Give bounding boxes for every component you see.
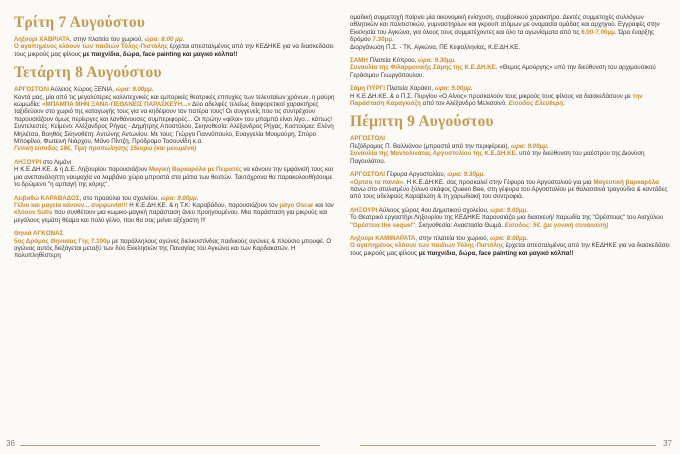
event-argostoli-bridge: ΑΡΓΟΣΤΟΛΙ Γέφυρα Αργοστολίου, ώρα: 9.30μμ. «Ορτσα τα πανιά». Η Κ.Ε.ΔΗ.ΚΕ. σας προσκαλεί στην Γέφυρα του Αργοστολιού για μια Μαγευτική βαρκαρόλα πάνω στο στολισμένο ξύλινο σκάφος Queen Bee, στη γέφυρα του Αργοστολίου με θαλασσινά τραγούδια & καντάδες από τους αδελφούς Καραβιώτη & τη χορωδιακή του συντροφιά. — [350, 171, 668, 201]
event-argostoli-mandolinata: ΑΡΓΟΣΤΟΛΙ Πεζόδρομος Π. Βαλλιάνου (μπροστά από την περιφέρεια), ώρα: 9.00μμ. Συναυλία της Μαντολινάτας Αργοστολίου της Κ.Ε.ΔΗ.ΚΕ. υπό την διεύθυνση του μαέστρου της Διονύση Παγουλάτου. — [350, 135, 645, 165]
event-agkonas-continued: ομαδική συμμετοχή παίρνει μία οικονομική ενίσχυση, συμβολικού χαρακτήρα. Δεκτές συμμετοχές συλλόγων αθλητικών και πολιτιστικών, γυμναστηρίων και γκρουπ ατόμων με ονομασία ομάδας και αρχηγού. Εγγραφές στην Εκκλησία του Αγκώνα, για όλους τους συμμετέχοντες και όλο τα αγωνίσματα από τις 6.00-7.00μμ. Ώρα έναρξης δρόμου 7.30μμ. Διοργάνωση Π.Σ. - ΤΚ. Αγκώνα, ΠΕ Κεφαλληνίας, Κ.Ε.ΔΗ.ΚΕ. — [350, 14, 660, 51]
event-time: ώρα: 8:00 μμ. — [144, 36, 185, 43]
ticket-info: Γενική είσοδος 18€, Τιμή προπώλησης 15ευρώ (και μειωμένα) — [14, 145, 197, 153]
event-place: ΛΗΞΟΥΡΙ — [350, 206, 378, 214]
event-time: ώρα: 9.30μμ. — [418, 57, 456, 65]
event-pyrgi: Σάμη ΠΥΡΓΙ Πλατεία Χαράκτι, ώρα: 9.00μμ. Η Κ.Ε.ΔΗ.ΚΕ. & ο Π.Σ. Πυργίου «Ο Αίνος» προσκαλούν τους μικρούς τους φίλους να διασκεδάσουν με την Παράσταση Καραγκιόζη από τον Αλέξανδρο Μελισσινό. Είσοδος Ελεύθερη. — [350, 85, 643, 108]
event-time: ώρα: 9.30μμ. — [447, 171, 485, 179]
left-column — [14, 14, 336, 266]
heading-wednesday: Τετάρτη 8 Αυγούστου — [14, 64, 162, 82]
event-place: Θηνιά ΑΓΚΩΝΑΣ — [14, 230, 64, 238]
event-title: 5ος Δρόμος Θηνιαίας Γης 7.100μ — [14, 237, 111, 245]
event-place: ΣΑΜΗ — [350, 57, 368, 65]
event-place: ΑΡΓΟΣΤΟΛΙ — [350, 171, 386, 179]
play-title: «ΜΠΑΜΠΑ ΜΗΝ ΞΑΝΑ-ΠΕΘΑΝΕΙΣ ΠΑΡΑΣΚΕΥΗ...» — [42, 101, 191, 109]
heading-tuesday: Τρίτη 7 Αυγούστου — [14, 14, 146, 31]
event-title: Μαγική Βαρκαρόλα με Πειρατές — [148, 166, 242, 174]
event-argostoli-xenia: ΑΡΓΟΣΤΟΛΙ Αύλειος Χώρος ΞΕΝΙΑ, ώρα: 9.00μμ. Κοντά μας, μία από τις μεγαλύτερες καλλιτεχνικές και εμπορικές θεατρικές επιτυχίες των τελευταίων χρόνων, η μαύρη κωμωδία: «ΜΠΑΜΠΑ ΜΗΝ ΞΑΝΑ-ΠΕΘΑΝΕΙΣ ΠΑΡΑΣΚΕΥΗ...» Δύο αδελφές τελείως διαφορετικοί χαρακτήρες ταξιδεύουν στο χωριό της καταγωγής τους για να κηδέψουν τον πατέρα τους! Οι συγγενείς που τις συντρέχουν παρουσιάζουν όμως περίεργες και λανθάνουσες συμπεριφορές... Οι πρώην «φίλοι» του μπαμπά είναι λίγο... κάπως! Συντελεστές: Κείμενο: Αλέξανδρος Ρήγας - Δημήτρης Αποστόλου, Σκηνοθεσία: Αλέξανδρος Ρήγας, Κοστούμια: Ελένη Μηλέτσα, Βοηθός Σκηνοθέτη: Αντώνης Αντωνίου. Με τους: Γιώργο Γιαννόπουλο, Ευαγγελία Μουμούρη, Σπύρο Μποφίλιο, Φωτεινή Νιάρχου, Μάνο Πίντζη, Πρόδρομο Τοσουνίδη κ.α. Γενική είσοδος 18€, Τιμή προπώλησης 15ευρώ (και μειωμένα) — [14, 86, 335, 153]
event-title: Γέλιο και μαγεία κάνουν... συμφωνία!!! — [14, 201, 128, 209]
event-time: ώρα: 9.00μμ. — [434, 85, 473, 93]
page-number-right: 37 — [663, 439, 672, 448]
page-number-left: 36 — [6, 439, 15, 448]
event-lixouri-oresteia: ΛΗΞΟΥΡΙ Αύλειος χώρος 4ου Δημοτικού σχολείου, ώρα: 9.00μμ. Το Θεατρικό εργαστήρι Ληξουρίου της ΚΕΔΗΚΕ παρουσιάζει μια διασκευή/ παρωδία της "Ορέστειας" του Αισχύλου "Ορέστεια the sequel". Σκηνοθεσία: Αναστασία Θωμά. Είσοδος: 5€. (με γονική συναινέση) — [350, 206, 664, 229]
right-page — [340, 0, 680, 454]
event-sami: ΣΑΜΗ Πλατεία Κύπρου, ώρα: 9.30μμ. Συναυλία της Φιλαρμονικής Σάμης της Κ.Ε.ΔΗ.ΚΕ. «Θεμος Αμούργης» υπό την διεύθυνση του αρχιμουσικού Γεράσιμου Γεωργόπουλου. — [350, 57, 656, 79]
event-place: Ληξούρι ΧΑΒΡΙΑΤΑ — [14, 36, 70, 43]
footer-rule — [20, 445, 320, 446]
event-place: ΑΡΓΟΣΤΟΛΙ — [14, 86, 50, 94]
event-title: Ο αγαπημένος κλόουν των παιδιών Τόλης-Πιστόλης — [14, 43, 168, 51]
heading-thursday: Πέμπτη 9 Αυγούστου — [350, 113, 494, 131]
event-place: ΛΗΞΟΥΡΙ — [14, 158, 42, 166]
right-column — [350, 14, 672, 263]
event-title: Συναυλία της Μαντολινάτας Αργοστολίου της Κ.Ε.ΔΗ.ΚΕ. — [350, 150, 518, 158]
event-place: Λειβαθώ ΚΑΡΑΒΑΔΟΣ — [14, 194, 80, 202]
event-title: Μαγευτική βαρκαρόλα — [593, 178, 659, 186]
footer-rule — [360, 445, 656, 446]
event-agkonas: Θηνιά ΑΓΚΩΝΑΣ 5ος Δρόμος Θηνιαίας Γης 7.100μ με παράλληλους αγώνες διελκυστίνδας παιδικούς αγώνες & πλούσιο μπουφέ. Ο αγώνας αυτός διεξάγεται μεταξύ των δύο Εκκλησιών της Παναγίας του Αγκώνα και των Καρδακατών. Η πολυπληθέστερη — [14, 230, 332, 260]
event-lixouri-port: ΛΗΞΟΥΡΙ στο Λιμάνι Η Κ.Ε.ΔΗ.ΚΕ. & η Δ.Ε. Ληξουρίου παρουσιάζουν Μαγική Βαρκαρόλα με Πειρατές να κάνουν την εμφάνισή τους και μια ανεπανάληπτη ναυμαχία να λαμβάνει χώρα μπροστά στα μάτια των θεατών. Ταυτόχρονα θα παρακολουθήσουμε το δρώμενο "η αρπαγή της κόρης". — [14, 158, 333, 189]
event-place: Σάμη ΠΥΡΓΙ — [350, 85, 385, 93]
event-place: Ληξούρι ΚΑΜΙΝΑΡΑΤΑ — [350, 234, 416, 242]
event-kaminarata: Ληξούρι ΚΑΜΙΝΑΡΑΤΑ, στην πλατεία του χωριού, ώρα: 8:00μμ. Ο αγαπημένος κλόουν των παιδιών Τόλης-Πιστόλης έρχεται απεσταλμένος από την ΚΕΔΗΚΕ για να διασκεδάσει τους μικρούς μας φίλους με παιχνίδια, δώρα, face painting και μαγικό κόλπα!! — [350, 234, 670, 257]
event-title: Ο αγαπημένος κλόουν των παιδιών Τόλης-Πιστόλης — [350, 242, 504, 250]
event-time: ώρα: 9.00μμ. — [510, 142, 549, 150]
event-title: "Ορέστεια the sequel" — [350, 221, 416, 229]
event-place: ΑΡΓΟΣΤΟΛΙ — [350, 135, 386, 143]
event-time: ώρα: 9.00μμ. — [160, 194, 199, 202]
event-title: Συναυλία της Φιλαρμονικής Σάμης της Κ.Ε.ΔΗ.ΚΕ. — [350, 64, 498, 72]
event-karavados: Λειβαθώ ΚΑΡΑΒΑΔΟΣ, στο προαύλιο του σχολείου, ώρα: 9.00μμ. Γέλιο και μαγεία κάνουν... συμφωνία!!! Η Κ.Ε.ΔΗ.ΚΕ. & η Τ.Κ. Καραβάδου, παρουσιάζουν τον μάγο Oscar και τον κλόουν Sutis που συνθέτουν μια κωμικο-μαγική παράσταση άνευ προηγουμένου. Μια παράσταση για μικρούς και μεγάλους γεμάτη θέαμα και πολύ γέλιο, που θα σας μείνει αξέχαστη !!! — [14, 194, 334, 224]
event-time: ώρα: 9.00μμ. — [115, 86, 154, 94]
event-time: ώρα: 9.00μμ. — [490, 206, 529, 214]
event-havriata: Ληξούρι ΧΑΒΡΙΑΤΑ, στην πλατεία του χωριού, ώρα: 8:00 μμ. Ο αγαπημένος κλόουν των παιδιών Τόλης-Πιστόλης έρχεται απεσταλμένος από την ΚΕΔΗΚΕ για να διασκεδάσει τους μικρούς μας φίλους με παιχνίδια, δώρα, face painting και μαγικό κόλπα!! — [14, 36, 334, 58]
event-title: την Παράσταση Καραγκιόζη — [350, 92, 643, 108]
event-time: ώρα: 8:00μμ. — [490, 234, 529, 242]
